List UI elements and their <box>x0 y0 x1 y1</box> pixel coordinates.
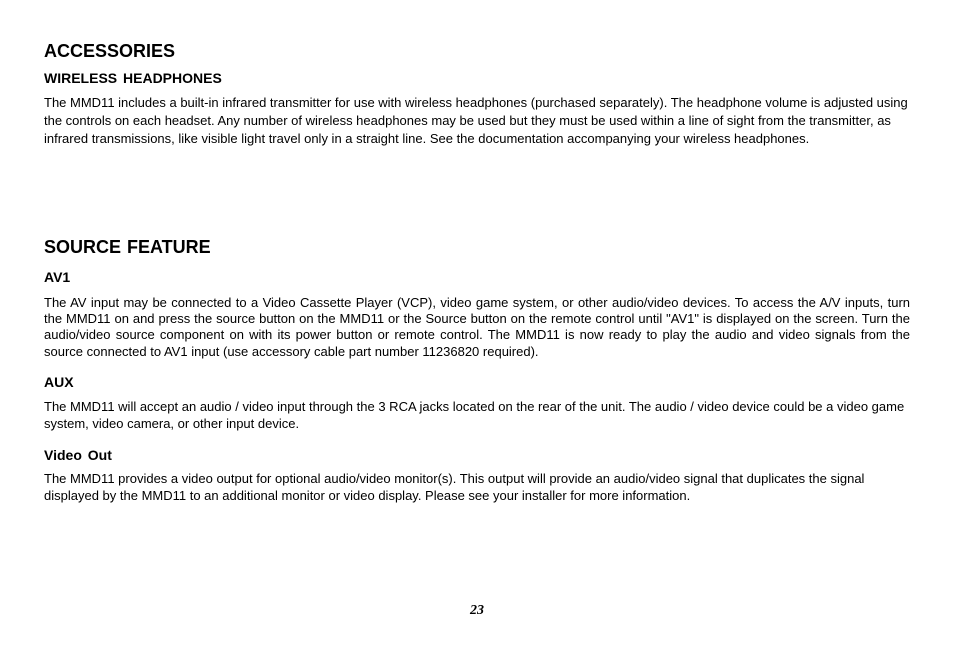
paragraph-video-out: The MMD11 provides a video output for optional audio/video monitor(s). This output will provide an audio/video signal that duplicates the signal displayed by the MMD11 to an additional monitor or video display. Please see your installer for more information. <box>44 471 865 503</box>
paragraph-wireless-headphones: The MMD11 includes a built-in infrared transmitter for use with wireless headphones (purchased separately). The headphone volume is adjusted using the controls on each headset. Any number of wireless headphones may be used but they must be used within a line of sight from the transmitter, as infrared transmissions, like visible light travel only in a straight line. See the documentation accompanying your wireless headphones. <box>44 95 908 146</box>
paragraph-aux: The MMD11 will accept an audio / video input through the 3 RCA jacks located on the rear of the unit. The audio / video device could be a video game system, video camera, or other input device. <box>44 399 905 431</box>
heading-av1: AV1 <box>44 269 71 285</box>
heading-video-out: Video Out <box>44 447 112 463</box>
section-title-accessories: ACCESSORIES <box>44 41 176 61</box>
document-page <box>44 0 910 657</box>
page-number: 23 <box>470 603 484 618</box>
paragraph-av1: The AV input may be connected to a Video Cassette Player (VCP), video game system, or other audio/video devices. To access the A/V inputs, turn the MMD11 on and press the source button on the MMD11 or the Source button on the remote control until "AV1" is displayed on the screen. Turn the audio/video source component on with its power button or remote control. The MMD11 is now ready to play the audio and video signals from the source connected to AV1 input (use accessory cable part number 11236820 required). <box>44 295 910 359</box>
section-title-source-feature: SOURCE FEATURE <box>44 237 211 257</box>
heading-aux: AUX <box>44 374 74 390</box>
heading-wireless-headphones: WIRELESS HEADPHONES <box>44 70 222 86</box>
